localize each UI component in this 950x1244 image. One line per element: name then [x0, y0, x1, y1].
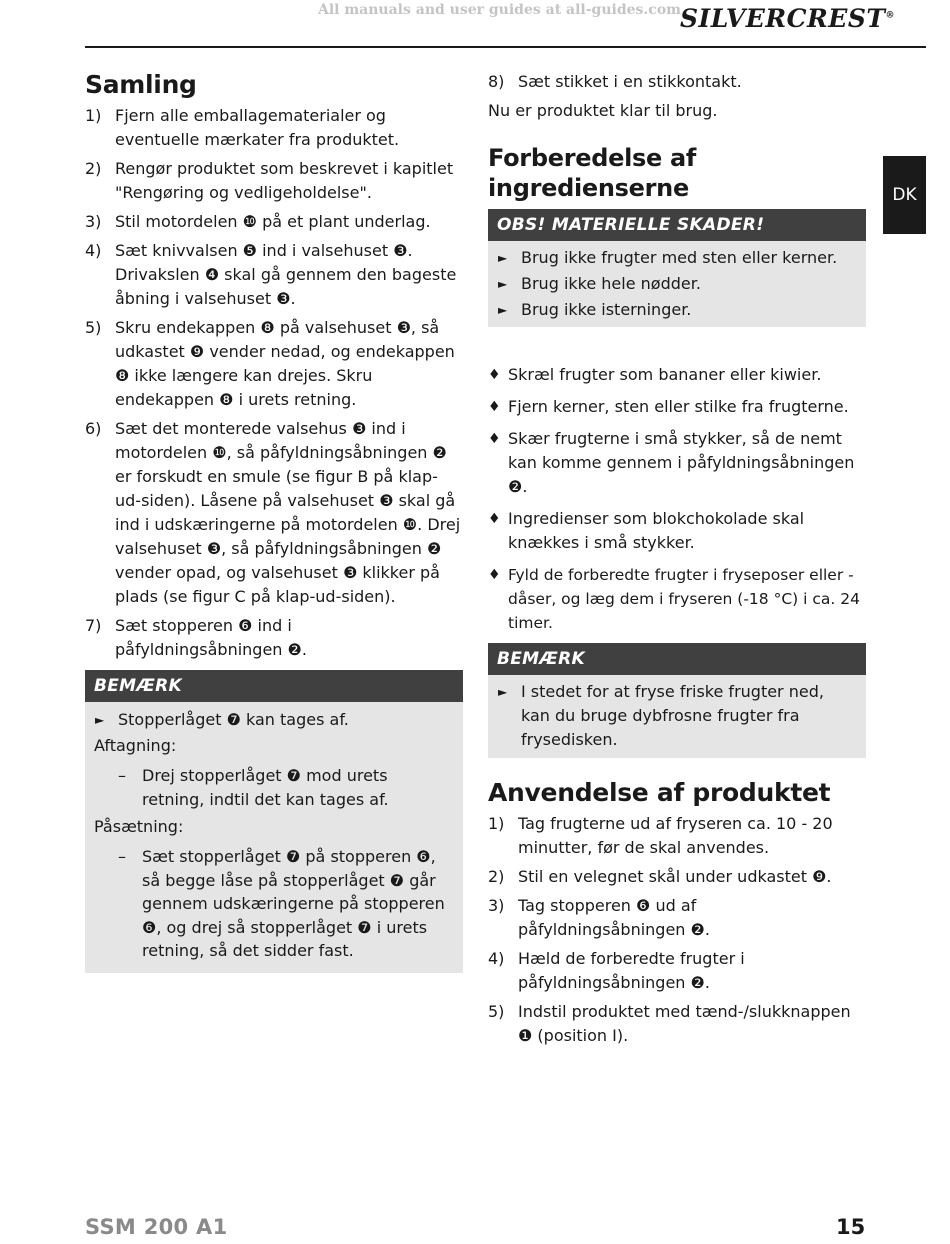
warning-body	[488, 241, 866, 327]
step-text: Sæt det monterede valsehus ❸ ind i motordelen ❿, så påfyldningsåbningen ❷ er forskudt en smule (se figur B på klap-ud-siden). Låsene på valsehuset ❸ skal gå ind i udskæringerne på motordelen ❿. Drej valsehuset ❸, så påfyldningsåbningen ❷ vender opad, og valsehuset ❸ klikker på plads (se figur C på klap-ud-siden).	[115, 419, 461, 606]
arrow-bullet-icon: ►	[498, 685, 508, 699]
arrow-bullet-icon: ►	[95, 713, 105, 727]
dash-bullet: –	[118, 766, 126, 785]
warning-title: OBS! MATERIELLE SKADER!	[488, 209, 866, 241]
list-item	[85, 239, 463, 311]
section-heading-assembly: Samling	[85, 70, 197, 99]
warning-text: Brug ikke hele nødder.	[521, 274, 701, 293]
list-item	[488, 894, 866, 942]
diamond-bullet-icon: ♦	[488, 399, 501, 415]
step-text: Hæld de forberedte frugter i påfyldningsåbningen ❷.	[518, 949, 745, 992]
footer-model-number: SSM 200 A1	[85, 1215, 228, 1239]
right-column	[488, 70, 866, 1053]
list-item	[488, 865, 866, 889]
step-text: Indstil produktet med tænd-/slukknappen ❶ (position I).	[518, 1002, 851, 1045]
step-number: 2)	[488, 867, 505, 886]
arrow-bullet-icon: ►	[498, 303, 508, 317]
warning-text: Brug ikke frugter med sten eller kerner.	[521, 248, 838, 267]
list-item	[488, 395, 866, 419]
list-item	[488, 812, 866, 860]
section-heading-usage: Anvendelse af produktet	[488, 778, 831, 807]
note-body	[488, 675, 866, 758]
step-text: Tag stopperen ❻ ud af påfyldningsåbningen ❷.	[518, 896, 710, 939]
note-title: BEMÆRK	[85, 670, 463, 702]
remove-step	[94, 764, 454, 811]
warning-item	[497, 298, 857, 322]
note-box-2	[488, 643, 866, 758]
step-number: 5)	[85, 318, 102, 337]
step-text: Rengør produktet som beskrevet i kapitlet "Rengøring og vedligeholdelse".	[115, 159, 454, 202]
step-number: 3)	[488, 896, 505, 915]
step-number: 2)	[85, 159, 102, 178]
left-column	[85, 70, 463, 973]
step-text: Sæt stikket i en stikkontakt.	[518, 72, 742, 91]
list-item	[488, 507, 866, 555]
page-number: 15	[836, 1215, 866, 1239]
arrow-bullet-icon: ►	[498, 277, 508, 291]
note-text: Stopperlåget ❼ kan tages af.	[118, 710, 349, 729]
note-text: I stedet for at fryse friske frugter ned, kan du bruge dybfrosne frugter fra frysedisken.	[521, 682, 824, 749]
list-item	[85, 104, 463, 152]
step-text: Fjern alle emballagematerialer og eventuelle mærkater fra produktet.	[115, 106, 400, 149]
attach-step-text: Sæt stopperlåget ❼ på stopperen ❻, så begge låse på stopperlåget ❼ går gennem udskæringerne på stopperen ❻, og drej så stopperlåget ❼ i urets retning, så det sidder fast.	[142, 847, 445, 960]
watermark-text: All manuals and user guides at all-guides.com	[318, 2, 681, 18]
step-number: 4)	[85, 241, 102, 260]
remove-label: Aftagning:	[94, 736, 177, 755]
list-item	[488, 363, 866, 387]
step-text: Sæt stopperen ❻ ind i påfyldningsåbningen ❷.	[115, 616, 307, 659]
list-item	[85, 316, 463, 412]
preparation-list	[488, 363, 866, 635]
warning-item	[497, 246, 857, 270]
header-rule	[85, 46, 926, 48]
warning-item	[497, 272, 857, 296]
remove-step-text: Drej stopperlåget ❼ mod urets retning, indtil det kan tages af.	[142, 766, 389, 809]
note-body	[85, 702, 463, 973]
brand-logo	[680, 4, 895, 33]
step-text: Stil en velegnet skål under udkastet ❾.	[518, 867, 832, 886]
list-item	[85, 417, 463, 609]
note-arrow-item	[94, 708, 454, 732]
step-number: 7)	[85, 616, 102, 635]
arrow-bullet-icon: ►	[498, 251, 508, 265]
dash-bullet: –	[118, 847, 126, 866]
note-box	[85, 670, 463, 973]
step-text: Skru endekappen ❽ på valsehuset ❸, så udkastet ❾ vender nedad, og endekappen ❽ ikke længere kan drejes. Skru endekappen ❽ i urets retning.	[115, 318, 455, 409]
list-item	[488, 427, 866, 499]
step-text: Tag frugterne ud af fryseren ca. 10 - 20 minutter, før de skal anvendes.	[518, 814, 833, 857]
section-heading-preparation: Forberedelse af ingredienserne	[488, 144, 697, 202]
prep-text: Skræl frugter som bananer eller kiwier.	[508, 365, 822, 384]
step-text: Stil motordelen ❿ på et plant underlag.	[115, 212, 431, 231]
prep-text: Skær frugterne i små stykker, så de nemt kan komme gennem i påfyldningsåbningen ❷.	[508, 429, 855, 496]
list-item	[85, 210, 463, 234]
step-number: 6)	[85, 419, 102, 438]
step-number: 1)	[488, 814, 505, 833]
warning-box	[488, 209, 866, 327]
note-title: BEMÆRK	[488, 643, 866, 675]
brand-name: SILVERCREST	[680, 4, 886, 33]
step-number: 4)	[488, 949, 505, 968]
prep-text: Ingredienser som blokchokolade skal knækkes i små stykker.	[508, 509, 805, 552]
step-number: 1)	[85, 106, 102, 125]
step-number: 8)	[488, 72, 505, 91]
step-number: 3)	[85, 212, 102, 231]
diamond-bullet-icon: ♦	[488, 511, 501, 527]
step-number: 5)	[488, 1002, 505, 1021]
list-item	[488, 1000, 866, 1048]
list-item	[488, 563, 866, 635]
attach-step	[94, 845, 454, 963]
diamond-bullet-icon: ♦	[488, 567, 501, 583]
language-tab: DK	[883, 156, 926, 234]
list-item	[488, 947, 866, 995]
step-text: Sæt knivvalsen ❺ ind i valsehuset ❸. Drivakslen ❹ skal gå gennem den bageste åbning i valsehuset ❸.	[115, 241, 457, 308]
usage-steps	[488, 812, 866, 1048]
prep-text: Fjern kerner, sten eller stilke fra frugterne.	[508, 397, 849, 416]
warning-text: Brug ikke isterninger.	[521, 300, 692, 319]
list-item	[85, 614, 463, 662]
brand-registered-mark: ®	[885, 10, 895, 21]
ready-text: Nu er produktet klar til brug.	[488, 101, 718, 120]
list-item	[488, 70, 866, 94]
diamond-bullet-icon: ♦	[488, 367, 501, 383]
diamond-bullet-icon: ♦	[488, 431, 501, 447]
prep-text: Fyld de forberedte frugter i fryseposer eller -dåser, og læg dem i fryseren (-18 °C) i ca. 24 timer.	[508, 566, 860, 632]
list-item	[85, 157, 463, 205]
attach-label: Påsætning:	[94, 817, 184, 836]
note-arrow-item	[497, 680, 857, 752]
assembly-steps	[85, 104, 463, 662]
